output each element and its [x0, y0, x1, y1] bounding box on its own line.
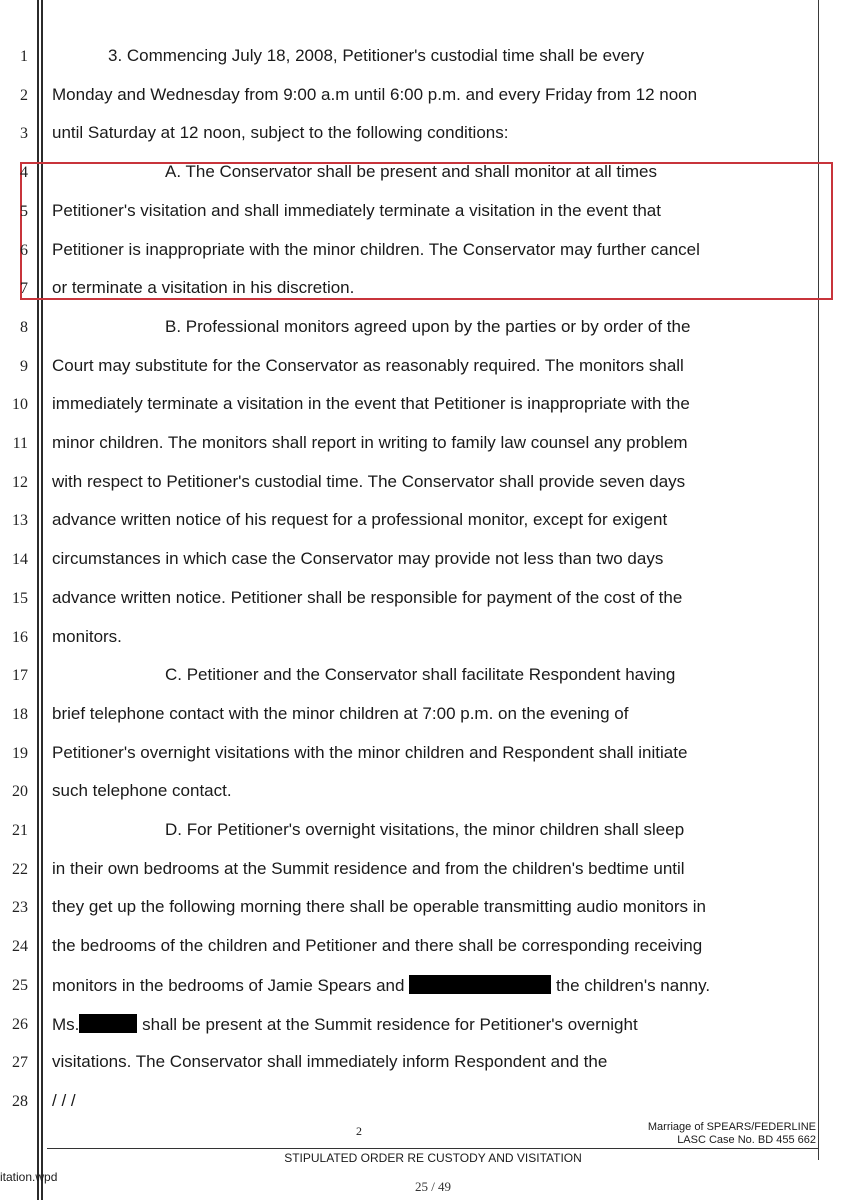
line-number: 18 [12, 705, 28, 723]
document-title: STIPULATED ORDER RE CUSTODY AND VISITATION [284, 1151, 582, 1165]
redaction-bar [79, 1014, 137, 1033]
text-segment: shall be present at the Summit residence for Petitioner's overnight [142, 1014, 638, 1034]
text-line [52, 1014, 812, 1035]
text-line: circumstances in which case the Conservator may provide not less than two days [52, 549, 664, 569]
line-number: 13 [12, 512, 28, 530]
footer-divider [47, 1148, 818, 1149]
line-number: 2 [20, 86, 28, 104]
text-line: Court may substitute for the Conservator as reasonably required. The monitors shall [52, 355, 684, 375]
text-line: C. Petitioner and the Conservator shall facilitate Respondent having [165, 665, 676, 685]
viewer-page-count: 25 / 49 [414, 1179, 452, 1194]
line-number: 26 [12, 1015, 28, 1033]
line-number: 1 [20, 48, 28, 65]
line-number: 25 [12, 976, 28, 994]
text-line: 3. Commencing July 18, 2008, Petitioner's custodial time shall be every [108, 46, 645, 65]
text-line: minor children. The monitors shall report in writing to family law counsel any problem [52, 433, 688, 452]
line-number: 4 [20, 164, 28, 182]
line-number: 19 [12, 744, 28, 762]
text-line: immediately terminate a visitation in the event that Petitioner is inappropriate with the [52, 394, 690, 414]
line-number: 16 [12, 628, 28, 646]
text-line: monitors. [52, 626, 122, 646]
line-number: 3 [20, 125, 28, 143]
text-line: the bedrooms of the children and Petitioner and there shall be corresponding receiving [52, 936, 703, 956]
text-line: Petitioner's overnight visitations with the minor children and Respondent shall initiate [52, 742, 688, 762]
redaction-bar [409, 975, 551, 994]
text-line: A. The Conservator shall be present and shall monitor at all times [165, 162, 657, 182]
text-segment: the children's nanny. [555, 975, 711, 995]
line-number: 27 [12, 1054, 28, 1072]
text-line: brief telephone contact with the minor children at 7:00 p.m. on the evening of [52, 703, 629, 723]
line-number: 15 [12, 589, 28, 607]
text-line: in their own bedrooms at the Summit residence and from the children's bedtime until [52, 858, 685, 878]
text-line: D. For Petitioner's overnight visitations, the minor children shall sleep [165, 820, 685, 839]
text-line: until Saturday at 12 noon, subject to the following conditions: [52, 123, 509, 143]
text-line: Petitioner is inappropriate with the minor children. The Conservator may further cancel [52, 239, 700, 259]
line-number: 8 [20, 318, 28, 336]
line-number: 17 [12, 667, 28, 685]
text-line: advance written notice of his request for a professional monitor, except for exigent [52, 510, 668, 530]
line-number: 7 [20, 280, 28, 298]
text-line: Monday and Wednesday from 9:00 a.m until 6:00 p.m. and every Friday from 12 noon [52, 84, 698, 104]
line-number: 20 [12, 783, 28, 801]
text-segment: monitors in the bedrooms of Jamie Spears and [52, 975, 405, 995]
line-number: 24 [12, 938, 28, 956]
line-number: 14 [12, 551, 28, 569]
file-name: itation.wpd [0, 1170, 58, 1184]
text-line: they get up the following morning there shall be operable transmitting audio monitors in [52, 897, 706, 917]
line-number: 6 [20, 241, 28, 259]
text-line [52, 975, 812, 996]
text-line: advance written notice. Petitioner shall be responsible for payment of the cost of the [52, 587, 683, 607]
line-number: 10 [12, 396, 28, 414]
line-number: 21 [12, 822, 28, 839]
case-caption: Marriage of SPEARS/FEDERLINE [647, 1121, 816, 1133]
line-number: 22 [12, 860, 28, 878]
line-number: 9 [20, 357, 28, 375]
line-number: 28 [12, 1092, 28, 1110]
case-number: LASC Case No. BD 455 662 [677, 1134, 816, 1146]
text-line: Petitioner's visitation and shall immediately terminate a visitation in the event that [52, 200, 661, 220]
text-line: B. Professional monitors agreed upon by the parties or by order of the [165, 316, 691, 336]
text-line: visitations. The Conservator shall immediately inform Respondent and the [52, 1052, 608, 1072]
text-line: with respect to Petitioner's custodial time. The Conservator shall provide seven days [52, 471, 686, 491]
line-number: 11 [12, 435, 28, 452]
line-number: 12 [12, 473, 28, 491]
page-number: 2 [356, 1124, 362, 1138]
line-number: 23 [12, 899, 28, 917]
line-number: 5 [20, 202, 28, 220]
text-line: / / / [52, 1090, 76, 1110]
text-segment: Ms. [52, 1014, 80, 1034]
text-line: or terminate a visitation in his discretion. [52, 278, 355, 298]
text-line: such telephone contact. [52, 781, 232, 801]
